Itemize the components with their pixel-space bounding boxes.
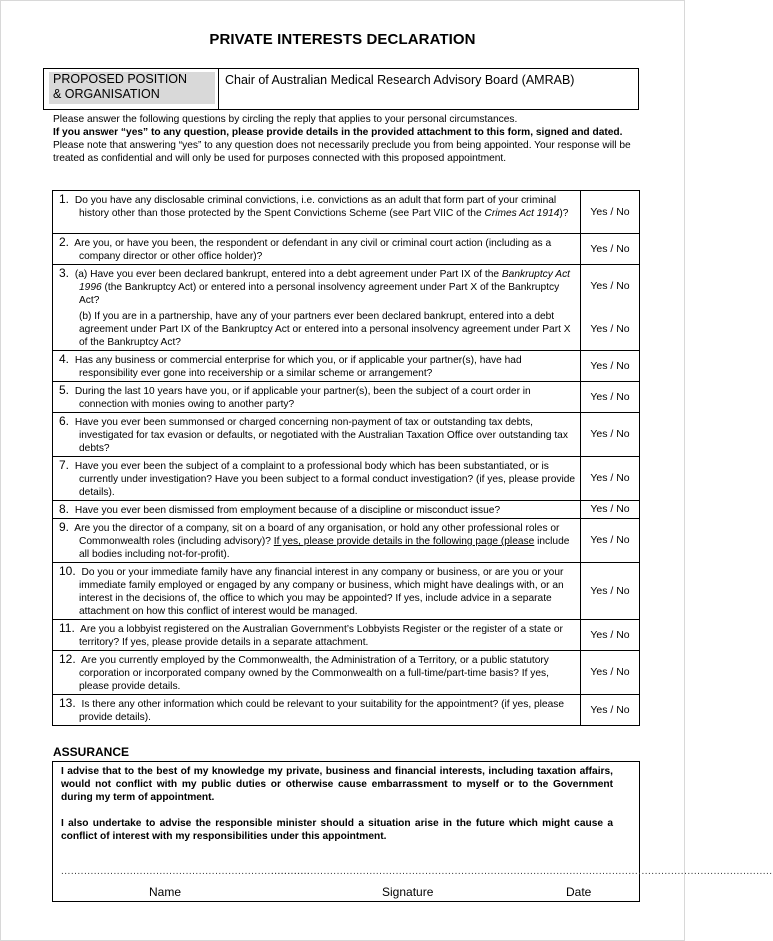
signature-date-field[interactable]: ......................................................................................................................................................... bbox=[271, 866, 773, 877]
yes-no-answer[interactable]: Yes / No bbox=[581, 413, 640, 457]
question-number: 10. bbox=[59, 564, 76, 578]
question-row-11 bbox=[53, 620, 640, 651]
question-text: 7. Have you ever been the subject of a complaint to a professional body which has been substantiated, or is currently under investigation? Have you been subject to a formal conduct investigation? (if yes, please provide details). bbox=[53, 457, 581, 501]
page-title: PRIVATE INTERESTS DECLARATION bbox=[209, 31, 476, 48]
yes-no-answer[interactable]: Yes / No bbox=[581, 501, 640, 519]
question-number: 2. bbox=[59, 235, 70, 249]
question-number: 12. bbox=[59, 652, 76, 666]
question-row-9 bbox=[53, 519, 640, 563]
question-text: 5. During the last 10 years have you, or if applicable your partner(s), been the subject of a court order in connection with monies owing to another party? bbox=[53, 382, 581, 413]
question-text: 1. Do you have any disclosable criminal convictions, i.e. convictions as an adult that form part of your criminal history other than those protected by the Spent Convictions Scheme (see Part VIIC of the Crimes Act 1914)? bbox=[53, 191, 581, 234]
yes-no-answer[interactable]: Yes / No bbox=[581, 351, 640, 382]
question-text: 6. Have you ever been summonsed or charged concerning non-payment of tax or outstanding tax debts, investigated for tax evasion or defaults, or negotiated with the Australian Taxation Office over outstanding tax debts? bbox=[53, 413, 581, 457]
yes-no-answer[interactable]: Yes / No bbox=[581, 234, 640, 265]
instructions-body bbox=[53, 126, 643, 165]
question-row-12 bbox=[53, 651, 640, 695]
question-row-13 bbox=[53, 695, 640, 726]
question-text: (b) If you are in a partnership, have any of your partners ever been declared bankrupt, entered into a debt agreement under Part IX of the Bankruptcy Act or entered into a personal insolvency agreement under Part X of the Bankruptcy Act? bbox=[53, 308, 581, 351]
question-number: 13. bbox=[59, 696, 76, 710]
question-text: 2. Are you, or have you been, the respondent or defendant in any civil or criminal court action (including as a company director or other office holder)? bbox=[53, 234, 581, 265]
question-row-6 bbox=[53, 413, 640, 457]
assurance-box bbox=[52, 761, 773, 902]
yes-no-answer[interactable]: Yes / No bbox=[581, 651, 640, 695]
instructions-rest: Please note that answering “yes” to any question does not necessarily preclude you from being appointed. Your response will be treated as confidential and will only be used for purposes connected with this proposed appointment. bbox=[53, 140, 631, 164]
question-row-7 bbox=[53, 457, 640, 501]
yes-no-answer[interactable]: Yes / No bbox=[581, 620, 640, 651]
question-row-4 bbox=[53, 351, 640, 382]
instructions-line1: Please answer the following questions by circling the reply that applies to your personal circumstances. bbox=[53, 114, 518, 125]
assurance-text bbox=[61, 765, 613, 843]
assurance-para-2: I also undertake to advise the responsible minister should a situation arise in the future which might cause a conflict of interest with my responsibilities under this appointment. bbox=[61, 818, 613, 842]
name-label: Name bbox=[149, 885, 182, 899]
question-row-3b bbox=[53, 308, 640, 351]
question-number: 4. bbox=[59, 352, 70, 366]
yes-no-answer[interactable]: Yes / No bbox=[581, 695, 640, 726]
question-number: 11. bbox=[59, 621, 75, 635]
yes-no-answer[interactable]: Yes / No bbox=[581, 265, 640, 309]
yes-no-answer[interactable]: Yes / No bbox=[581, 382, 640, 413]
question-number: 8. bbox=[59, 502, 70, 516]
questions-table bbox=[52, 190, 640, 726]
position-value: Chair of Australian Medical Research Advisory Board (AMRAB) bbox=[225, 73, 575, 87]
question-text: 3. (a) Have you ever been declared bankrupt, entered into a debt agreement under Part IX of the Bankruptcy Act 1996 (the Bankruptcy Act) or entered into a personal insolvency agreement under Part X of the Bankruptcy Act? bbox=[53, 265, 581, 309]
question-row-10 bbox=[53, 563, 640, 620]
question-text: 9. Are you the director of a company, sit on a board of any organisation, or hold any other professional roles or Commonwealth roles (including advisory)? If yes, please provide details in the following page (please include all bodies including not-for-profit). bbox=[53, 519, 581, 563]
question-text: 8. Have you ever been dismissed from employment because of a discipline or misconduct issue? bbox=[53, 501, 581, 519]
name-field[interactable]: ............................................................................ bbox=[61, 866, 311, 877]
question-row-2 bbox=[53, 234, 640, 265]
question-text: 4. Has any business or commercial enterprise for which you, or if applicable your partner(s), have had responsibility ever gone into receivership or a similar scheme or arrangement? bbox=[53, 351, 581, 382]
question-number: 7. bbox=[59, 458, 70, 472]
instructions-bold: If you answer “yes” to any question, please provide details in the provided attachment to this form, signed and dated. bbox=[53, 127, 623, 138]
question-row-3a bbox=[53, 265, 640, 309]
question-number: 1. bbox=[59, 192, 70, 206]
date-label: Date bbox=[566, 885, 592, 899]
position-label-line1: PROPOSED POSITION bbox=[53, 72, 188, 86]
question-row-5 bbox=[53, 382, 640, 413]
yes-no-answer[interactable]: Yes / No bbox=[581, 308, 640, 351]
question-text: 10. Do you or your immediate family have any financial interest in any company or business, or are you or your immediate family employed or engaged by any company or business, which might have dealings with, or an interest in the decisions of, the office to which you may be appointed? If yes, include advice in a separate attachment on how this conflict of interest would be managed. bbox=[53, 563, 581, 620]
position-label bbox=[49, 72, 215, 104]
signature-label: Signature bbox=[382, 885, 434, 899]
yes-no-answer[interactable]: Yes / No bbox=[581, 191, 640, 234]
yes-no-answer[interactable]: Yes / No bbox=[581, 563, 640, 620]
position-table bbox=[43, 68, 639, 110]
question-row-1 bbox=[53, 191, 640, 234]
question-number: 5. bbox=[59, 383, 70, 397]
question-number: 3. bbox=[59, 266, 70, 280]
yes-no-answer[interactable]: Yes / No bbox=[581, 457, 640, 501]
question-number: 6. bbox=[59, 414, 70, 428]
question-row-8 bbox=[53, 501, 640, 519]
position-label-line2: & ORGANISATION bbox=[53, 87, 160, 101]
assurance-para-1: I advise that to the best of my knowledge my private, business and financial interests, including taxation affairs, would not conflict with my public duties or otherwise cause embarrassment to myself or to the Government during my term of appointment. bbox=[61, 766, 613, 803]
question-number: 9. bbox=[59, 520, 70, 534]
assurance-heading: ASSURANCE bbox=[53, 745, 130, 759]
question-text: 13. Is there any other information which could be relevant to your suitability for the appointment? (if yes, please provide details). bbox=[53, 695, 581, 726]
yes-no-answer[interactable]: Yes / No bbox=[581, 519, 640, 563]
question-text: 12. Are you currently employed by the Commonwealth, the Administration of a Territory, or a public statutory corporation or incorporated company owned by the Commonwealth on a full-time/part-time basis? If yes, please provide details. bbox=[53, 651, 581, 695]
instructions bbox=[53, 113, 643, 165]
position-label-cell bbox=[44, 69, 219, 109]
question-text: 11. Are you a lobbyist registered on the Australian Government’s Lobbyists Register or the register of a state or territory? If yes, please provide details in a separate attachment. bbox=[53, 620, 581, 651]
